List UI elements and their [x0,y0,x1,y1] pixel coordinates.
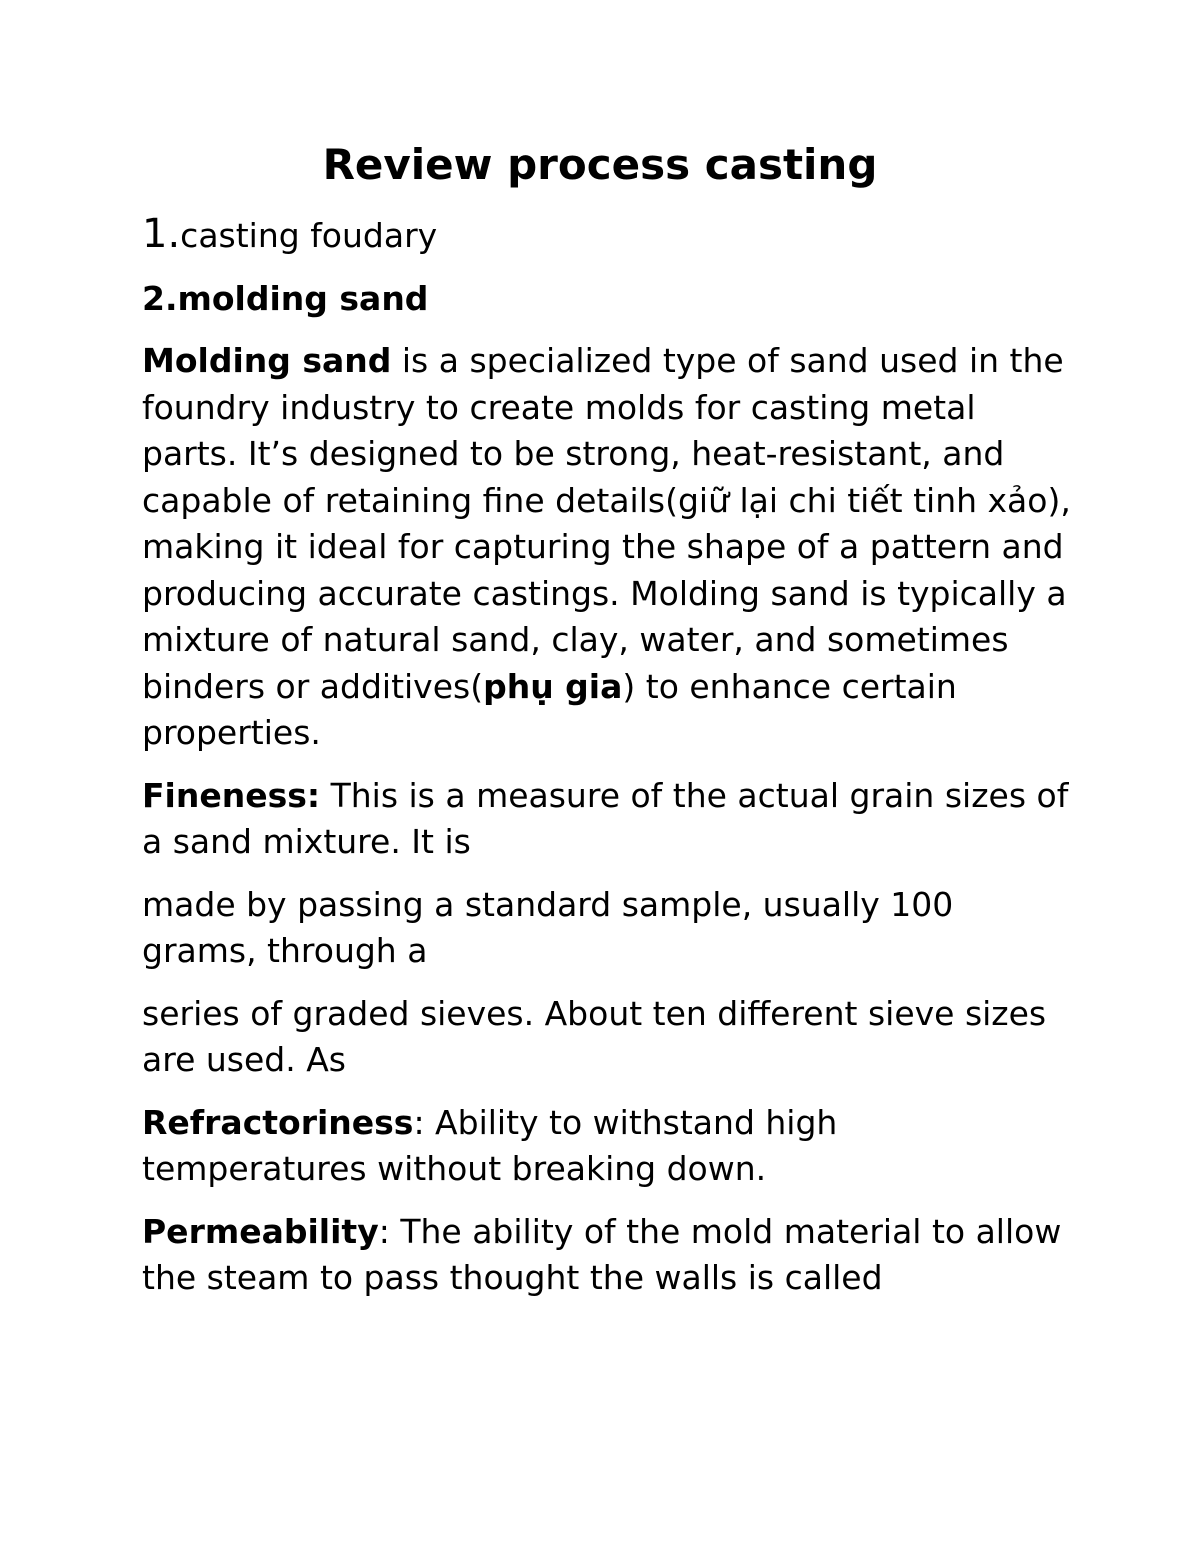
fineness-term: Fineness: [142,775,321,815]
item-2-heading: 2.molding sand [142,278,429,318]
refractoriness-text: : Ability to withstand high temperatures without breaking down. [142,1102,838,1188]
item-1-text: casting foudary [180,216,438,255]
fineness-paragraph [142,773,1072,866]
permeability-term: Permeability [142,1211,379,1251]
item-2 [142,276,1072,323]
fineness-continuation-2: series of graded sieves. About ten different sieve sizes are used. As [142,993,1047,1079]
molding-sand-text-1: is a specialized type of sand used in the foundry industry to create molds for casting metal parts. It’s designed to be strong, heat-resistant, and capable of retaining fine details(giữ lại chi tiết tinh xảo), making it ideal for capturing the shape of a pattern and producing accurate castings. Molding sand is typically a mixture of natural sand, clay, water, and sometimes binders or additives( [142,341,1071,706]
document-content [142,135,1072,1318]
refractoriness-paragraph [142,1100,1072,1193]
molding-sand-text-2: ) to enhance certain properties. [142,666,957,752]
fineness-continuation-1: made by passing a standard sample, usually 100 grams, through a [142,884,954,970]
item-1 [142,211,1072,260]
fineness-text: This is a measure of the actual grain sizes of a sand mixture. It is [142,775,1069,861]
molding-sand-term: Molding sand [142,341,392,380]
document-title: Review process casting [322,140,878,189]
permeability-paragraph [142,1209,1072,1302]
molding-sand-paragraph [142,338,1072,757]
permeability-text: : The ability of the mold material to allow the steam to pass thought the walls is called [142,1211,1062,1297]
additives-term: phụ gia [483,666,623,706]
refractoriness-term: Refractoriness [142,1102,414,1142]
item-1-number: 1. [142,211,181,257]
